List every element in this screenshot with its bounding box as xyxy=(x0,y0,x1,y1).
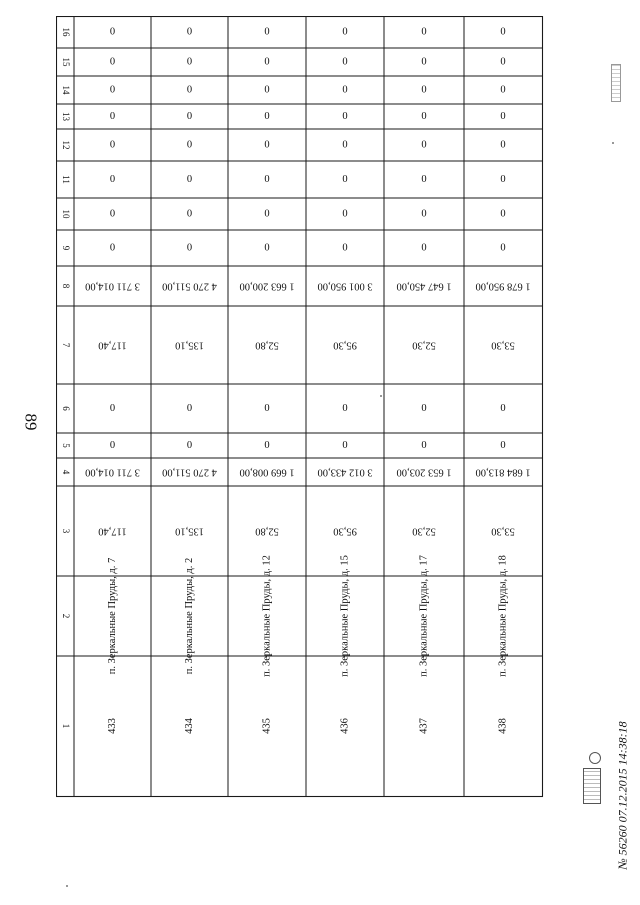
zero-cell: 0 xyxy=(342,139,348,151)
zero-cell: 0 xyxy=(264,402,270,414)
zero-cell: 0 xyxy=(421,439,427,451)
zero-cell: 0 xyxy=(421,84,427,96)
zero-cell: 0 xyxy=(186,56,193,68)
rotated-table xyxy=(56,16,556,816)
zero-cell: 0 xyxy=(186,139,193,151)
column-number-label: 16 xyxy=(60,27,71,37)
column-number-label: 12 xyxy=(60,140,71,150)
margin-stamp-icon xyxy=(611,64,621,102)
zero-cell: 0 xyxy=(109,84,116,96)
zero-cell: 0 xyxy=(264,208,270,220)
value-cell: 52,30 xyxy=(412,339,436,351)
column-number-label: 14 xyxy=(60,85,71,95)
value-cell: 53,30 xyxy=(491,339,515,351)
zero-cell: 0 xyxy=(421,242,427,254)
zero-cell: 0 xyxy=(421,110,427,122)
zero-cell: 0 xyxy=(421,402,427,414)
address-cell: п. Зеркальные Пруды, д. 15 xyxy=(339,555,351,677)
address-cell: п. Зеркальные Пруды, д. 17 xyxy=(418,555,430,677)
value-cell: 1 678 950,00 xyxy=(475,280,531,292)
column-number-label: 15 xyxy=(60,57,71,67)
record-id-cell: 435 xyxy=(261,718,273,734)
value-cell: 3 001 950,00 xyxy=(317,280,373,292)
zero-cell: 0 xyxy=(500,139,506,151)
zero-cell: 0 xyxy=(500,208,506,220)
value-cell: 95,30 xyxy=(333,525,357,537)
column-number-label: 11 xyxy=(60,175,71,184)
zero-cell: 0 xyxy=(264,26,270,38)
zero-cell: 0 xyxy=(186,84,193,96)
scan-speck xyxy=(66,885,68,887)
document-reference: № 56260 07.12.2015 14:38:18 xyxy=(615,720,630,870)
address-cell: п. Зеркальные Пруды, д. 18 xyxy=(497,555,509,677)
zero-cell: 0 xyxy=(342,402,348,414)
value-cell: 3 711 014,00 xyxy=(85,280,140,292)
zero-cell: 0 xyxy=(421,56,427,68)
record-id-cell: 437 xyxy=(418,718,430,734)
column-number-label: 6 xyxy=(60,406,71,411)
zero-cell: 0 xyxy=(109,173,116,185)
zero-cell: 0 xyxy=(264,242,270,254)
zero-cell: 0 xyxy=(421,139,427,151)
value-cell: 1 669 008,00 xyxy=(239,466,295,478)
value-cell: 3 012 433,00 xyxy=(317,466,373,478)
zero-cell: 0 xyxy=(342,56,348,68)
zero-cell: 0 xyxy=(264,110,270,122)
value-cell: 3 711 014,00 xyxy=(85,466,140,478)
zero-cell: 0 xyxy=(109,110,116,122)
zero-cell: 0 xyxy=(500,439,506,451)
record-id-cell: 438 xyxy=(497,718,509,734)
value-cell: 52,30 xyxy=(412,525,436,537)
zero-cell: 0 xyxy=(500,173,506,185)
value-cell: 135,10 xyxy=(175,525,204,537)
scan-speck xyxy=(612,142,614,144)
zero-cell: 0 xyxy=(264,173,270,185)
zero-cell: 0 xyxy=(109,56,116,68)
value-cell: 135,10 xyxy=(175,339,204,351)
zero-cell: 0 xyxy=(186,173,193,185)
value-cell: 1 684 813,00 xyxy=(475,466,531,478)
column-number-label: 10 xyxy=(60,209,71,219)
zero-cell: 0 xyxy=(500,242,506,254)
zero-cell: 0 xyxy=(342,208,348,220)
page-number: 89 xyxy=(21,413,40,431)
address-cell: п. Зеркальные Пруды, д. 7 xyxy=(106,557,118,675)
record-id-cell: 433 xyxy=(106,718,118,734)
zero-cell: 0 xyxy=(186,208,193,220)
zero-cell: 0 xyxy=(500,26,506,38)
zero-cell: 0 xyxy=(109,26,116,38)
value-cell: 4 270 511,00 xyxy=(162,466,217,478)
zero-cell: 0 xyxy=(342,26,348,38)
column-number-label: 4 xyxy=(60,469,71,475)
record-id-cell: 436 xyxy=(339,718,351,734)
scan-speck xyxy=(380,395,382,397)
value-cell: 53,30 xyxy=(491,525,515,537)
value-cell: 95,30 xyxy=(333,339,357,351)
address-cell: п. Зеркальные Пруды, д. 2 xyxy=(183,557,195,675)
value-cell: 4 270 511,00 xyxy=(162,280,217,292)
registration-stamp xyxy=(583,768,601,804)
zero-cell: 0 xyxy=(109,208,116,220)
value-cell: 1 647 450,00 xyxy=(396,280,452,292)
zero-cell: 0 xyxy=(342,242,348,254)
zero-cell: 0 xyxy=(109,402,116,414)
zero-cell: 0 xyxy=(500,56,506,68)
zero-cell: 0 xyxy=(500,84,506,96)
column-number-label: 1 xyxy=(60,723,71,729)
value-cell: 1 663 200,00 xyxy=(239,280,295,292)
column-number-label: 2 xyxy=(60,613,71,619)
zero-cell: 0 xyxy=(186,242,193,254)
zero-cell: 0 xyxy=(264,139,270,151)
column-number-label: 8 xyxy=(60,283,71,289)
zero-cell: 0 xyxy=(186,110,193,122)
stamp-emblem-icon xyxy=(589,752,601,764)
value-cell: 117,40 xyxy=(98,525,127,537)
zero-cell: 0 xyxy=(421,173,427,185)
zero-cell: 0 xyxy=(186,439,193,451)
column-number-label: 13 xyxy=(60,112,71,121)
column-number-label: 5 xyxy=(60,443,71,448)
zero-cell: 0 xyxy=(186,402,193,414)
address-cell: п. Зеркальные Пруды, д. 12 xyxy=(261,555,273,677)
column-number-label: 3 xyxy=(60,528,71,534)
column-number-label: 7 xyxy=(60,342,71,348)
zero-cell: 0 xyxy=(186,26,193,38)
zero-cell: 0 xyxy=(500,402,506,414)
value-cell: 1 653 203,00 xyxy=(396,466,452,478)
value-cell: 117,40 xyxy=(98,339,127,351)
table-frame xyxy=(57,17,543,797)
zero-cell: 0 xyxy=(421,26,427,38)
zero-cell: 0 xyxy=(342,84,348,96)
zero-cell: 0 xyxy=(109,439,116,451)
record-id-cell: 434 xyxy=(183,718,195,734)
zero-cell: 0 xyxy=(264,439,270,451)
zero-cell: 0 xyxy=(342,439,348,451)
zero-cell: 0 xyxy=(421,208,427,220)
zero-cell: 0 xyxy=(264,56,270,68)
column-number-label: 9 xyxy=(60,245,71,251)
value-cell: 52,80 xyxy=(255,525,279,537)
value-cell: 52,80 xyxy=(255,339,279,351)
zero-cell: 0 xyxy=(109,242,116,254)
zero-cell: 0 xyxy=(342,110,348,122)
zero-cell: 0 xyxy=(500,110,506,122)
zero-cell: 0 xyxy=(342,173,348,185)
zero-cell: 0 xyxy=(264,84,270,96)
zero-cell: 0 xyxy=(109,139,116,151)
